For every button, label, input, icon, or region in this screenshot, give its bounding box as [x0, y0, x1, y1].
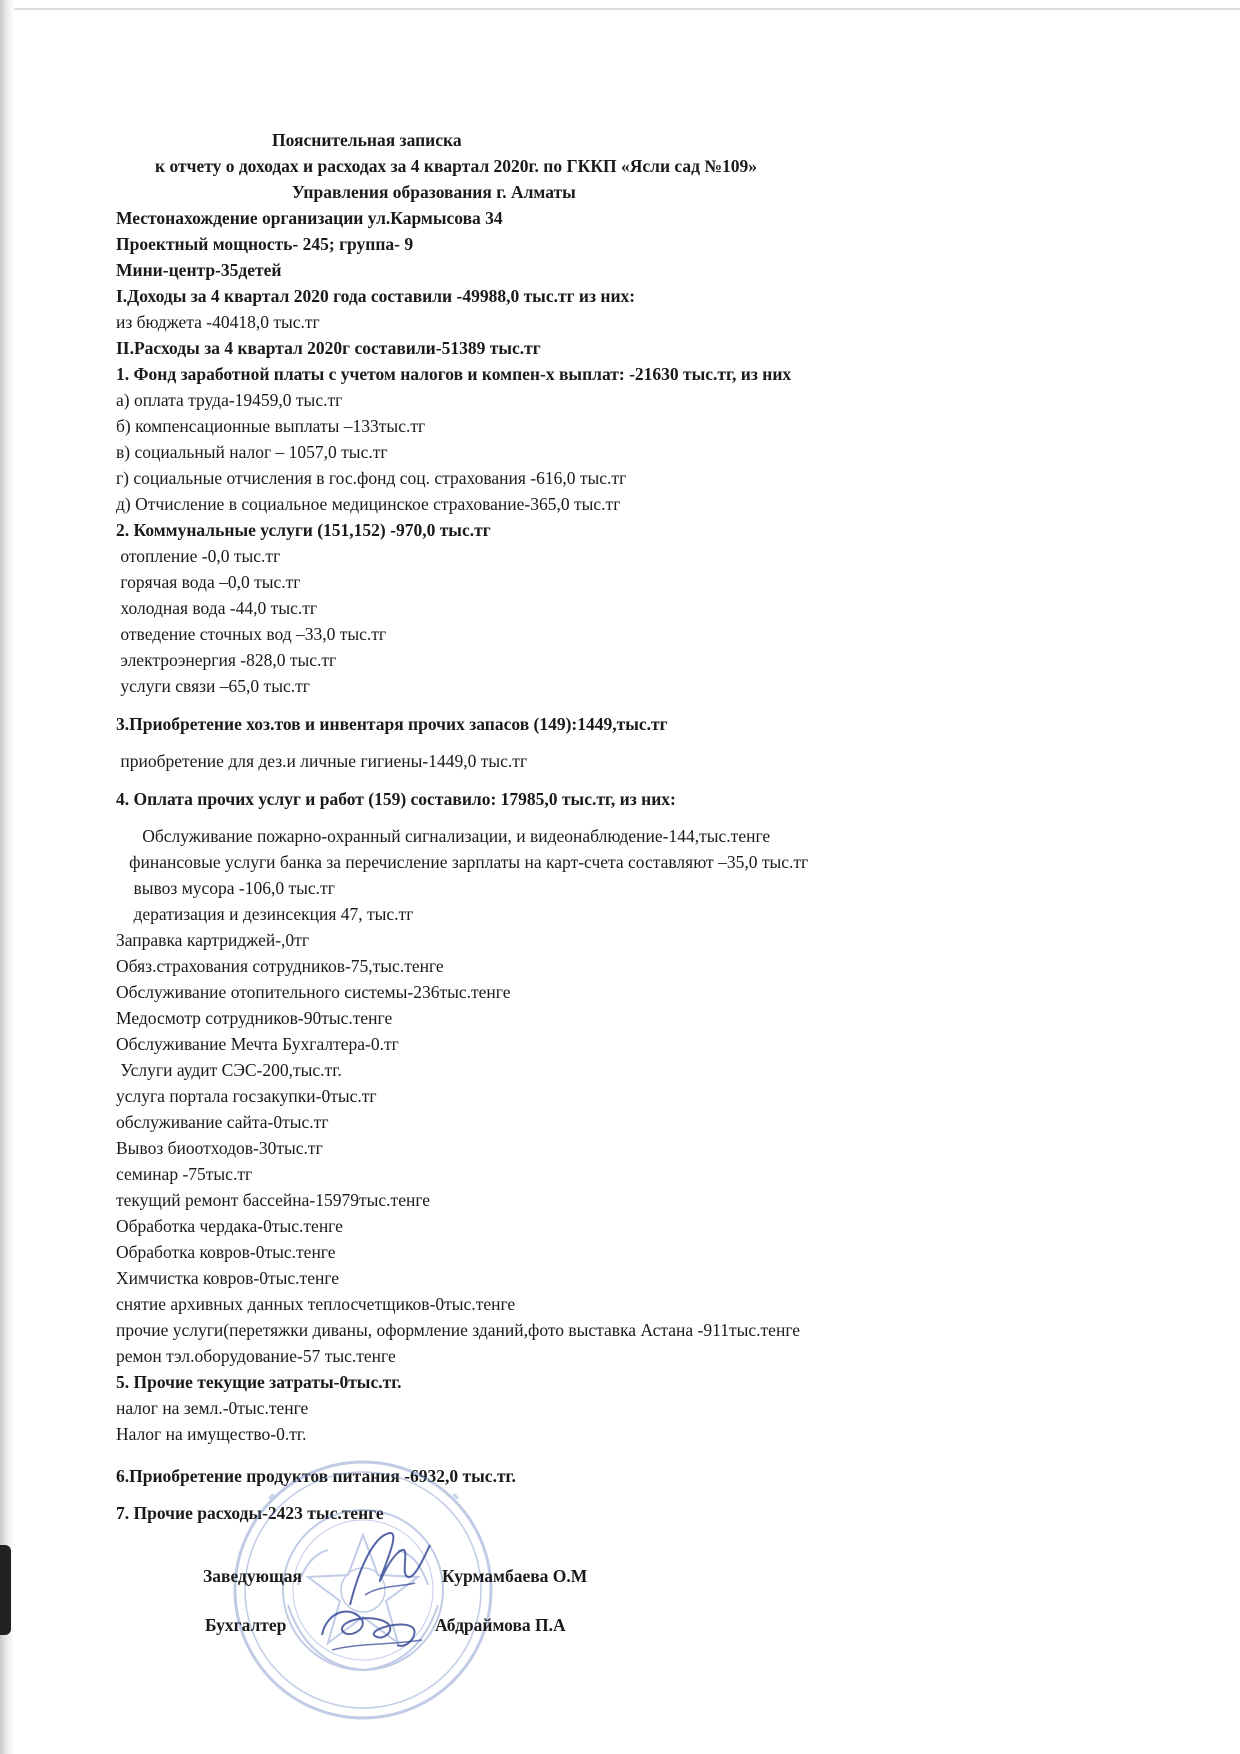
section-1-item: г) социальные отчисления в гос.фонд соц. страхования -616,0 тыс.тг: [116, 468, 627, 488]
section-4-item: дератизация и дезинсекция 47, тыс.тг: [116, 904, 414, 924]
section-2-item: отведение сточных вод –33,0 тыс.тг: [116, 624, 387, 644]
section-2-item: услуги связи –65,0 тыс.тг: [116, 676, 310, 696]
document-title: Пояснительная записка: [272, 130, 462, 150]
section-2-item: холодная вода -44,0 тыс.тг: [116, 598, 318, 618]
section-5-item: налог на земл.-0тыс.тенге: [116, 1398, 309, 1418]
section-4-item: обслуживание сайта-0тыс.тг: [116, 1112, 329, 1132]
section-4-item: семинар -75тыс.тг: [116, 1164, 253, 1184]
section-4-item: Медосмотр сотрудников-90тыс.тенге: [116, 1008, 393, 1028]
section-4-item: Обслуживание пожарно-охранный сигнализации, и видеонаблюдение-144,тыс.тенге: [116, 826, 771, 846]
section-4-item: услуга портала госзакупки-0тыс.тг: [116, 1086, 377, 1106]
section-4-item: Услуги аудит СЭС-200,тыс.тг.: [116, 1060, 342, 1080]
section-1-item: д) Отчисление в социальное медицинское страхование-365,0 тыс.тг: [116, 494, 621, 514]
section-4-item: Обслуживание отопительного системы-236тыс.тенге: [116, 982, 511, 1002]
section-6-heading: 6.Приобретение продуктов питания -6932,0 тыс.тг.: [116, 1466, 516, 1486]
signature-name-head: Курмамбаева О.М: [442, 1566, 588, 1586]
section-1-heading: 1. Фонд заработной платы с учетом налогов и компен-х выплат: -21630 тыс.тг, из них: [116, 364, 792, 384]
section-4-item: ремон тэл.оборудование-57 тыс.тенге: [116, 1346, 396, 1366]
info-capacity: Проектный мощность- 245; группа- 9: [116, 234, 414, 254]
scan-edge-top: [0, 8, 1240, 10]
expenses-heading: II.Расходы за 4 квартал 2020г составили-51389 тыс.тг: [116, 338, 541, 358]
section-7-heading: 7. Прочие расходы-2423 тыс.тенге: [116, 1503, 384, 1523]
section-2-heading: 2. Коммунальные услуги (151,152) -970,0 тыс.тг: [116, 520, 491, 540]
document-subtitle: к отчету о доходах и расходах за 4 квартал 2020г. по ГККП «Ясли сад №109»: [155, 156, 757, 176]
signature-name-accountant: Абдраймова П.А: [435, 1615, 566, 1635]
section-4-item: вывоз мусора -106,0 тыс.тг: [116, 878, 335, 898]
document-department: Управления образования г. Алматы: [292, 182, 576, 202]
section-3-item: приобретение для дез.и личные гигиены-1449,0 тыс.тг: [116, 751, 528, 771]
income-heading: I.Доходы за 4 квартал 2020 года составили -49988,0 тыс.тг из них:: [116, 286, 636, 306]
section-5-heading: 5. Прочие текущие затраты-0тыс.тг.: [116, 1372, 402, 1392]
info-location: Местонахождение организации ул.Кармысова 34: [116, 208, 503, 228]
section-2-item: электроэнергия -828,0 тыс.тг: [116, 650, 337, 670]
section-4-item: Заправка картриджей-,0тг: [116, 930, 310, 950]
section-1-item: в) социальный налог – 1057,0 тыс.тг: [116, 442, 388, 462]
section-4-item: Химчистка ковров-0тыс.тенге: [116, 1268, 340, 1288]
handwritten-signature-icon: [312, 1595, 432, 1665]
section-4-item: Вывоз биоотходов-30тыс.тг: [116, 1138, 323, 1158]
section-4-heading: 4. Оплата прочих услуг и работ (159) составило: 17985,0 тыс.тг, из них:: [116, 789, 676, 809]
section-1-item: а) оплата труда-19459,0 тыс.тг: [116, 390, 343, 410]
section-2-item: горячая вода –0,0 тыс.тг: [116, 572, 301, 592]
section-4-item: Обработка ковров-0тыс.тенге: [116, 1242, 336, 1262]
section-4-item: Обяз.страхования сотрудников-75,тыс.тенге: [116, 956, 444, 976]
section-4-item: текущий ремонт бассейна-15979тыс.тенге: [116, 1190, 431, 1210]
signature-role-head: Заведующая: [203, 1566, 302, 1586]
signature-role-accountant: Бухгалтер: [205, 1615, 287, 1635]
section-4-item: Обслуживание Мечта Бухгалтера-0.тг: [116, 1034, 399, 1054]
section-1-item: б) компенсационные выплаты –133тыс.тг: [116, 416, 426, 436]
section-5-item: Налог на имущество-0.тг.: [116, 1424, 307, 1444]
section-4-item: финансовые услуги банка за перечисление зарплаты на карт-счета составляют –35,0 тыс.тг: [116, 852, 809, 872]
scan-edge-left: [0, 0, 14, 1754]
scan-shadow-mark: [0, 1545, 11, 1635]
section-2-item: отопление -0,0 тыс.тг: [116, 546, 281, 566]
income-budget: из бюджета -40418,0 тыс.тг: [116, 312, 320, 332]
section-4-item: Обработка чердака-0тыс.тенге: [116, 1216, 343, 1236]
info-mini-center: Мини-центр-35детей: [116, 260, 282, 280]
section-4-item: снятие архивных данных теплосчетщиков-0тыс.тенге: [116, 1294, 516, 1314]
section-4-item: прочие услуги(перетяжки диваны, оформление зданий,фото выставка Астана -911тыс.тенге: [116, 1320, 801, 1340]
section-3-heading: 3.Приобретение хоз.тов и инвентаря прочих запасов (149):1449,тыс.тг: [116, 714, 668, 734]
